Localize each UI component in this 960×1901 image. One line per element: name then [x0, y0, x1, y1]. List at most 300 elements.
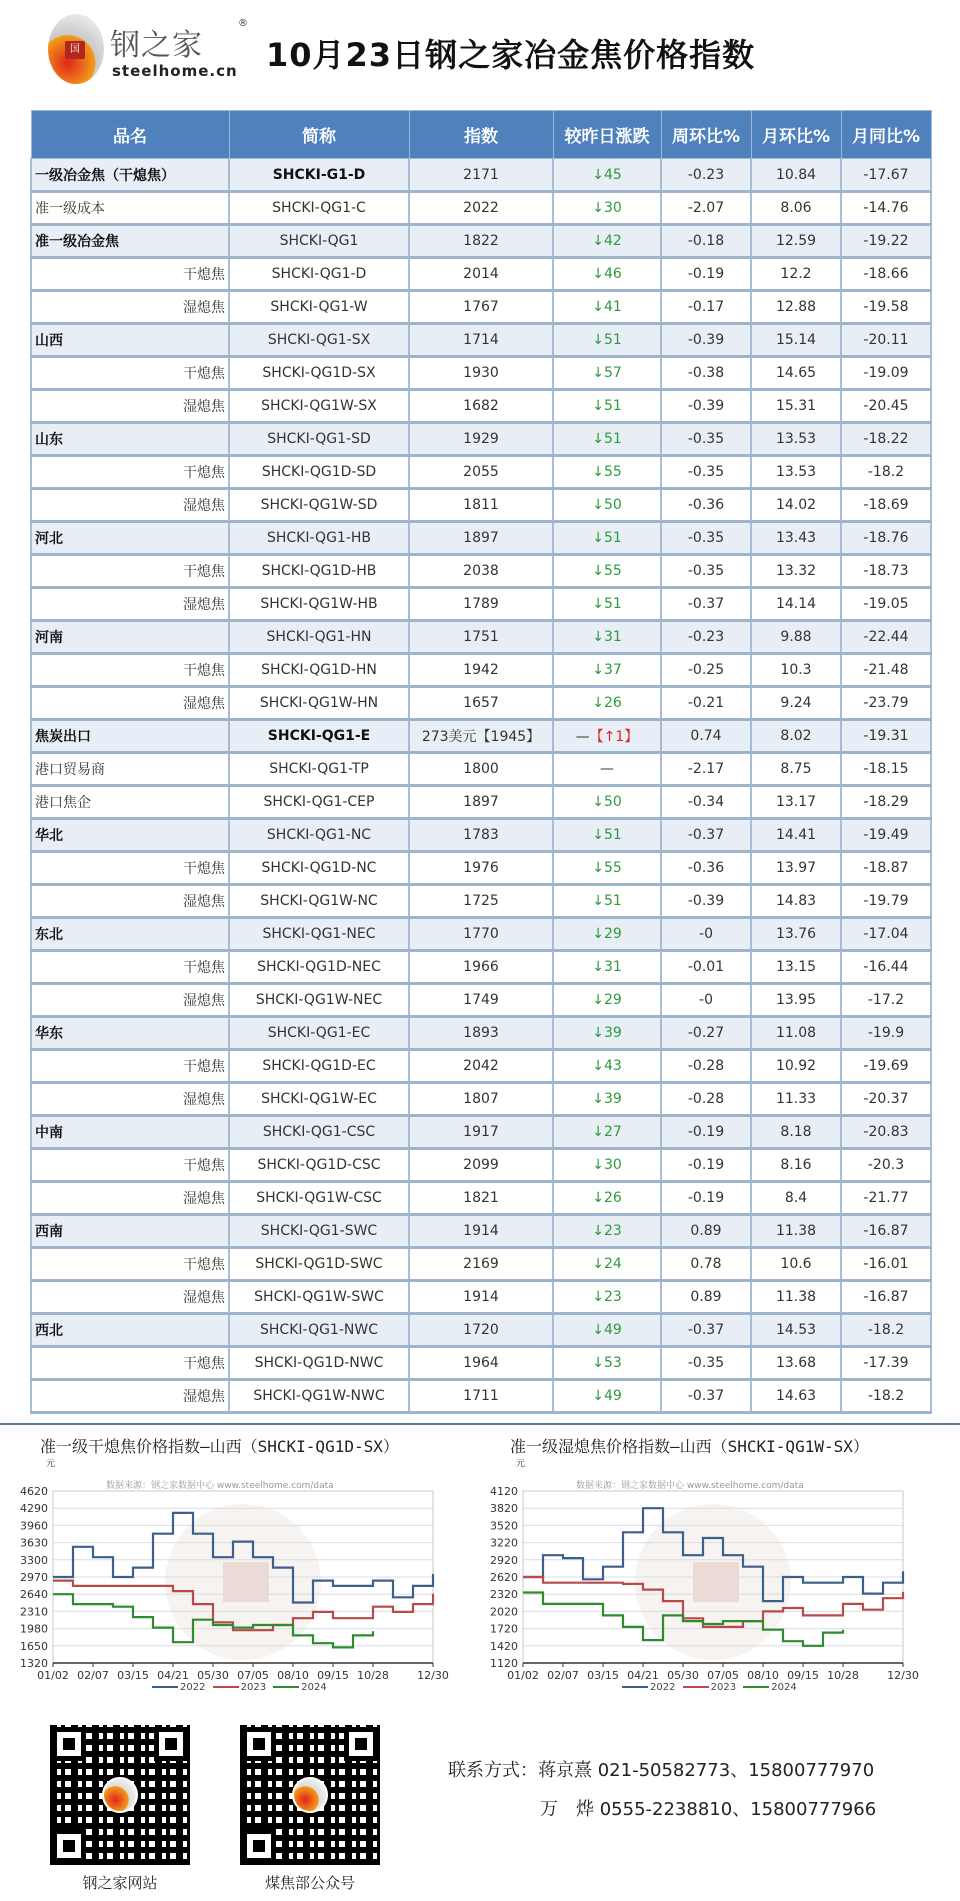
- qr-code-website[interactable]: [50, 1725, 190, 1865]
- table-row: [31, 786, 931, 819]
- row-code: SHCKI-QG1W-HB: [229, 588, 409, 621]
- row-wow: -0.35: [661, 1347, 751, 1380]
- change-down-value: ↓27: [592, 1124, 622, 1140]
- change-down-value: ↓45: [592, 166, 622, 183]
- col-header-mom: 月环比%: [751, 111, 841, 159]
- chart-source: 数据来源：钢之家数据中心 www.steelhome.com/data: [106, 1481, 334, 1491]
- row-yoy: -19.31: [841, 720, 931, 753]
- row-mom: 13.53: [751, 456, 841, 489]
- row-code: SHCKI-QG1D-NEC: [229, 951, 409, 984]
- row-index: 1893: [409, 1017, 553, 1050]
- row-yoy: -23.79: [841, 687, 931, 720]
- table-row: [31, 1215, 931, 1248]
- row-mom: 11.38: [751, 1281, 841, 1314]
- row-wow: -0.35: [661, 555, 751, 588]
- row-code: SHCKI-QG1D-SX: [229, 357, 409, 390]
- logo-seal-icon: 国: [65, 41, 85, 59]
- row-index: 2042: [409, 1050, 553, 1083]
- row-mom: 14.65: [751, 357, 841, 390]
- page-header: [0, 0, 960, 105]
- chart-source: 数据来源：钢之家数据中心 www.steelhome.com/data: [576, 1481, 804, 1491]
- row-name: 中南: [31, 1116, 229, 1149]
- change-down-value: ↓57: [592, 365, 622, 381]
- steelhome-logo: [48, 14, 248, 84]
- row-mom: 13.53: [751, 423, 841, 456]
- row-mom: 13.17: [751, 786, 841, 819]
- row-wow: 0.74: [661, 720, 751, 753]
- row-code: SHCKI-QG1-NEC: [229, 918, 409, 951]
- row-wow: -0.35: [661, 456, 751, 489]
- row-code: SHCKI-QG1-CEP: [229, 786, 409, 819]
- row-yoy: -20.3: [841, 1149, 931, 1182]
- table-row: [31, 1314, 931, 1347]
- table-row: [31, 489, 931, 522]
- legend-2024-swatch: [743, 1686, 769, 1688]
- svg-text:07/05: 07/05: [707, 1669, 739, 1682]
- coke-price-index-table: [30, 110, 932, 1414]
- svg-text:07/05: 07/05: [237, 1669, 269, 1682]
- row-index: 1725: [409, 885, 553, 918]
- row-wow: -0.18: [661, 225, 751, 258]
- row-mom: 9.24: [751, 687, 841, 720]
- row-wow: -2.17: [661, 753, 751, 786]
- row-yoy: -19.49: [841, 819, 931, 852]
- legend-2024-swatch: [273, 1686, 299, 1688]
- qr-label-wechat: 煤焦部公众号: [264, 1874, 355, 1892]
- qr-logo-icon: [102, 1777, 138, 1813]
- chart-legend: [618, 1682, 797, 1693]
- change-down-value: ↓23: [592, 1289, 622, 1305]
- row-yoy: -22.44: [841, 621, 931, 654]
- row-name: 湿熄焦: [31, 1182, 229, 1215]
- row-wow: -2.07: [661, 192, 751, 225]
- row-code: SHCKI-QG1W-EC: [229, 1083, 409, 1116]
- row-name: 华北: [31, 819, 229, 852]
- row-mom: 8.4: [751, 1182, 841, 1215]
- change-up-value: 【↑1】: [589, 729, 639, 745]
- chart-title: 准一级干熄焦价格指数—山西（SHCKI-QG1D-SX）: [40, 1437, 399, 1456]
- table-row: [31, 819, 931, 852]
- row-wow: -0.17: [661, 291, 751, 324]
- row-index: 1821: [409, 1182, 553, 1215]
- row-mom: 12.2: [751, 258, 841, 291]
- svg-text:02/07: 02/07: [547, 1669, 579, 1682]
- svg-text:08/10: 08/10: [277, 1669, 309, 1682]
- table-row: [31, 159, 931, 192]
- row-wow: -0.39: [661, 324, 751, 357]
- row-name: 西南: [31, 1215, 229, 1248]
- row-yoy: -18.22: [841, 423, 931, 456]
- row-index: 1800: [409, 753, 553, 786]
- change-down-value: ↓53: [592, 1355, 622, 1371]
- row-daily-change: [553, 555, 661, 588]
- qr-code-wechat[interactable]: [240, 1725, 380, 1865]
- row-mom: 8.06: [751, 192, 841, 225]
- row-index: 1897: [409, 522, 553, 555]
- row-wow: -0.19: [661, 1149, 751, 1182]
- row-index: 1964: [409, 1347, 553, 1380]
- row-code: SHCKI-QG1W-NC: [229, 885, 409, 918]
- row-wow: -0.37: [661, 1380, 751, 1413]
- legend-2022-swatch: [152, 1686, 178, 1688]
- svg-text:2970: 2970: [20, 1571, 48, 1584]
- chart-unit: 元: [46, 1459, 56, 1469]
- col-header-yoy: 月同比%: [841, 111, 931, 159]
- row-index: 1822: [409, 225, 553, 258]
- row-mom: 12.59: [751, 225, 841, 258]
- row-daily-change: [553, 588, 661, 621]
- row-name: 湿熄焦: [31, 1281, 229, 1314]
- row-yoy: -18.2: [841, 1314, 931, 1347]
- row-code: SHCKI-QG1-C: [229, 192, 409, 225]
- row-mom: 11.33: [751, 1083, 841, 1116]
- row-yoy: -18.76: [841, 522, 931, 555]
- table-row: [31, 1347, 931, 1380]
- change-down-value: ↓39: [592, 1091, 622, 1107]
- row-code: SHCKI-QG1-HB: [229, 522, 409, 555]
- change-down-value: ↓50: [592, 497, 622, 513]
- row-name: 湿熄焦: [31, 1083, 229, 1116]
- chart-dry-quench-shanxi: [0, 1434, 480, 1704]
- row-daily-change: [553, 489, 661, 522]
- page-title: 10月23日钢之家冶金焦价格指数: [266, 36, 756, 74]
- qr-logo-icon: [292, 1777, 328, 1813]
- row-wow: -0.28: [661, 1050, 751, 1083]
- change-down-value: ↓31: [592, 629, 622, 645]
- row-code: SHCKI-QG1W-SD: [229, 489, 409, 522]
- row-code: SHCKI-QG1D-CSC: [229, 1149, 409, 1182]
- row-mom: 14.53: [751, 1314, 841, 1347]
- change-down-value: ↓55: [592, 464, 622, 480]
- table-row: [31, 1281, 931, 1314]
- row-daily-change: [553, 1050, 661, 1083]
- row-wow: -0.28: [661, 1083, 751, 1116]
- svg-text:3300: 3300: [20, 1553, 48, 1567]
- row-daily-change: [553, 1314, 661, 1347]
- change-down-value: ↓39: [592, 1025, 622, 1041]
- row-name: 湿熄焦: [31, 390, 229, 423]
- row-daily-change: [553, 918, 661, 951]
- change-prefix: —: [575, 729, 590, 745]
- row-mom: 13.43: [751, 522, 841, 555]
- svg-text:10/28: 10/28: [827, 1669, 859, 1682]
- row-name: 干熄焦: [31, 456, 229, 489]
- row-daily-change: [553, 1380, 661, 1413]
- change-down-value: ↓55: [592, 860, 622, 876]
- svg-text:05/30: 05/30: [667, 1669, 699, 1682]
- row-index: 1930: [409, 357, 553, 390]
- row-name: 湿熄焦: [31, 984, 229, 1017]
- svg-text:1420: 1420: [490, 1639, 518, 1653]
- row-mom: 13.32: [751, 555, 841, 588]
- row-yoy: -18.2: [841, 456, 931, 489]
- change-flat-value: —: [600, 761, 614, 777]
- row-daily-change: [553, 720, 661, 753]
- row-index: 1682: [409, 390, 553, 423]
- row-mom: 8.75: [751, 753, 841, 786]
- row-wow: -0.25: [661, 654, 751, 687]
- row-wow: -0.19: [661, 1116, 751, 1149]
- row-code: SHCKI-QG1W-SX: [229, 390, 409, 423]
- row-yoy: -20.45: [841, 390, 931, 423]
- row-mom: 12.88: [751, 291, 841, 324]
- change-down-value: ↓51: [592, 398, 622, 414]
- table-row: [31, 687, 931, 720]
- legend-2023-label: 2023: [710, 1682, 737, 1693]
- svg-text:03/15: 03/15: [117, 1669, 149, 1682]
- row-code: SHCKI-QG1-W: [229, 291, 409, 324]
- change-down-value: ↓49: [592, 1322, 622, 1338]
- row-index: 1914: [409, 1281, 553, 1314]
- row-name: 湿熄焦: [31, 291, 229, 324]
- row-daily-change: [553, 687, 661, 720]
- col-header-name: 品名: [31, 111, 229, 159]
- row-code: SHCKI-QG1-SWC: [229, 1215, 409, 1248]
- row-daily-change: [553, 984, 661, 1017]
- table-body: [31, 159, 931, 1413]
- row-name: 干熄焦: [31, 852, 229, 885]
- row-index: 1942: [409, 654, 553, 687]
- contact-line-1: [448, 1756, 874, 1782]
- svg-text:2020: 2020: [490, 1605, 518, 1619]
- row-index: 1897: [409, 786, 553, 819]
- table-row: [31, 225, 931, 258]
- svg-text:2620: 2620: [490, 1571, 518, 1584]
- row-yoy: -18.73: [841, 555, 931, 588]
- row-wow: -0.39: [661, 885, 751, 918]
- row-mom: 8.02: [751, 720, 841, 753]
- change-down-value: ↓31: [592, 959, 622, 975]
- row-mom: 15.14: [751, 324, 841, 357]
- change-down-value: ↓26: [592, 1190, 622, 1206]
- row-index: 1711: [409, 1380, 553, 1413]
- change-down-value: ↓46: [592, 266, 622, 282]
- row-daily-change: [553, 357, 661, 390]
- legend-2022-label: 2022: [180, 1682, 206, 1693]
- change-down-value: ↓43: [592, 1058, 622, 1074]
- table-row: [31, 588, 931, 621]
- svg-text:3820: 3820: [490, 1502, 518, 1516]
- table-row: [31, 423, 931, 456]
- table-row: [31, 324, 931, 357]
- table-row: [31, 291, 931, 324]
- row-mom: 13.76: [751, 918, 841, 951]
- row-mom: 11.08: [751, 1017, 841, 1050]
- row-name: 干熄焦: [31, 1149, 229, 1182]
- table-row: [31, 918, 931, 951]
- legend-2024-label: 2024: [301, 1682, 327, 1693]
- line-chart-svg: [480, 1434, 960, 1704]
- row-yoy: -21.77: [841, 1182, 931, 1215]
- row-name: 华东: [31, 1017, 229, 1050]
- row-index: 2099: [409, 1149, 553, 1182]
- row-code: SHCKI-QG1W-SWC: [229, 1281, 409, 1314]
- row-wow: 0.78: [661, 1248, 751, 1281]
- row-daily-change: [553, 1248, 661, 1281]
- row-code: SHCKI-QG1-CSC: [229, 1116, 409, 1149]
- row-wow: -0.37: [661, 1314, 751, 1347]
- svg-text:08/10: 08/10: [747, 1669, 779, 1682]
- table-row: [31, 621, 931, 654]
- row-daily-change: [553, 1149, 661, 1182]
- row-yoy: -17.39: [841, 1347, 931, 1380]
- chart-unit: 元: [516, 1459, 526, 1469]
- row-wow: -0.23: [661, 159, 751, 192]
- row-index: 2169: [409, 1248, 553, 1281]
- row-daily-change: [553, 1116, 661, 1149]
- row-index: 1720: [409, 1314, 553, 1347]
- svg-text:4290: 4290: [20, 1502, 48, 1516]
- row-yoy: -20.11: [841, 324, 931, 357]
- row-yoy: -19.9: [841, 1017, 931, 1050]
- row-index: 1751: [409, 621, 553, 654]
- row-code: SHCKI-QG1W-NWC: [229, 1380, 409, 1413]
- row-name: 湿熄焦: [31, 1380, 229, 1413]
- row-yoy: -20.83: [841, 1116, 931, 1149]
- svg-text:1720: 1720: [490, 1622, 518, 1636]
- row-code: SHCKI-QG1-SX: [229, 324, 409, 357]
- change-down-value: ↓29: [592, 926, 622, 942]
- table-row: [31, 654, 931, 687]
- table-row: [31, 720, 931, 753]
- row-wow: -0.21: [661, 687, 751, 720]
- row-mom: 8.16: [751, 1149, 841, 1182]
- row-yoy: -20.37: [841, 1083, 931, 1116]
- svg-text:09/15: 09/15: [317, 1669, 349, 1682]
- row-name: 干熄焦: [31, 951, 229, 984]
- row-name: 湿熄焦: [31, 489, 229, 522]
- change-down-value: ↓30: [592, 200, 622, 216]
- line-chart-svg: [0, 1434, 480, 1704]
- row-name: 湿熄焦: [31, 885, 229, 918]
- contact-line-2: [540, 1795, 876, 1821]
- row-index: 2038: [409, 555, 553, 588]
- row-name: 干熄焦: [31, 1248, 229, 1281]
- svg-text:01/02: 01/02: [37, 1669, 69, 1682]
- row-mom: 9.88: [751, 621, 841, 654]
- svg-text:05/30: 05/30: [197, 1669, 229, 1682]
- change-down-value: ↓49: [592, 1388, 622, 1404]
- row-wow: -0.01: [661, 951, 751, 984]
- row-daily-change: [553, 621, 661, 654]
- row-name: 湿熄焦: [31, 588, 229, 621]
- row-name: 河南: [31, 621, 229, 654]
- svg-text:2640: 2640: [20, 1588, 48, 1602]
- row-code: SHCKI-QG1-NWC: [229, 1314, 409, 1347]
- row-code: SHCKI-QG1W-HN: [229, 687, 409, 720]
- change-down-value: ↓29: [592, 992, 622, 1008]
- row-wow: -0: [661, 984, 751, 1017]
- row-wow: 0.89: [661, 1281, 751, 1314]
- row-code: SHCKI-QG1-D: [229, 258, 409, 291]
- row-wow: -0.23: [661, 621, 751, 654]
- row-index: 1966: [409, 951, 553, 984]
- row-index: 2014: [409, 258, 553, 291]
- row-daily-change: [553, 654, 661, 687]
- col-header-index: 指数: [409, 111, 553, 159]
- row-index: 1783: [409, 819, 553, 852]
- svg-text:3960: 3960: [20, 1519, 48, 1533]
- row-name: 准一级成本: [31, 192, 229, 225]
- row-yoy: -18.2: [841, 1380, 931, 1413]
- row-yoy: -19.09: [841, 357, 931, 390]
- row-daily-change: [553, 786, 661, 819]
- row-code: SHCKI-QG1-EC: [229, 1017, 409, 1050]
- svg-text:1120: 1120: [490, 1657, 518, 1670]
- row-index: 1714: [409, 324, 553, 357]
- svg-text:04/21: 04/21: [627, 1669, 659, 1682]
- svg-text:2920: 2920: [490, 1553, 518, 1567]
- row-mom: 14.14: [751, 588, 841, 621]
- table-row: [31, 852, 931, 885]
- row-wow: -0.27: [661, 1017, 751, 1050]
- table-row: [31, 1149, 931, 1182]
- row-mom: 13.97: [751, 852, 841, 885]
- col-header-daily-change: 较昨日涨跌: [553, 111, 661, 159]
- table-row: [31, 390, 931, 423]
- row-code: SHCKI-QG1-E: [229, 720, 409, 753]
- contact-person-2: 万 烨 0555-2238810、15800777966: [540, 1799, 877, 1820]
- row-daily-change: [553, 159, 661, 192]
- row-code: SHCKI-QG1D-NC: [229, 852, 409, 885]
- row-daily-change: [553, 291, 661, 324]
- svg-text:12/30: 12/30: [887, 1669, 919, 1682]
- qr-finder: [242, 1727, 276, 1761]
- table-row: [31, 1182, 931, 1215]
- row-code: SHCKI-QG1D-HN: [229, 654, 409, 687]
- row-wow: -0.37: [661, 588, 751, 621]
- row-name: 干熄焦: [31, 1347, 229, 1380]
- table-row: [31, 1380, 931, 1413]
- table-row: [31, 258, 931, 291]
- row-yoy: -14.76: [841, 192, 931, 225]
- qr-finder: [344, 1727, 378, 1761]
- row-code: SHCKI-QG1-HN: [229, 621, 409, 654]
- row-daily-change: [553, 390, 661, 423]
- row-name: 干熄焦: [31, 654, 229, 687]
- row-yoy: -17.67: [841, 159, 931, 192]
- svg-text:2310: 2310: [20, 1605, 48, 1619]
- legend-2022-swatch: [622, 1686, 648, 1688]
- row-wow: -0.39: [661, 390, 751, 423]
- row-index: 1914: [409, 1215, 553, 1248]
- legend-2023-swatch: [683, 1686, 709, 1688]
- svg-text:09/15: 09/15: [787, 1669, 819, 1682]
- svg-text:03/15: 03/15: [587, 1669, 619, 1682]
- row-code: SHCKI-G1-D: [229, 159, 409, 192]
- row-index: 1917: [409, 1116, 553, 1149]
- table-header-row: [31, 111, 931, 159]
- row-wow: -0.36: [661, 489, 751, 522]
- row-daily-change: [553, 225, 661, 258]
- row-daily-change: [553, 753, 661, 786]
- row-mom: 11.38: [751, 1215, 841, 1248]
- table-row: [31, 1050, 931, 1083]
- row-daily-change: [553, 1281, 661, 1314]
- row-yoy: -18.66: [841, 258, 931, 291]
- row-daily-change: [553, 1083, 661, 1116]
- table-row: [31, 522, 931, 555]
- row-yoy: -17.2: [841, 984, 931, 1017]
- legend-2022-label: 2022: [650, 1682, 676, 1693]
- row-daily-change: [553, 423, 661, 456]
- row-daily-change: [553, 522, 661, 555]
- svg-text:1980: 1980: [20, 1622, 48, 1636]
- chart-title: 准一级湿熄焦价格指数—山西（SHCKI-QG1W-SX）: [510, 1437, 869, 1456]
- row-mom: 10.6: [751, 1248, 841, 1281]
- row-index: 1807: [409, 1083, 553, 1116]
- row-daily-change: [553, 885, 661, 918]
